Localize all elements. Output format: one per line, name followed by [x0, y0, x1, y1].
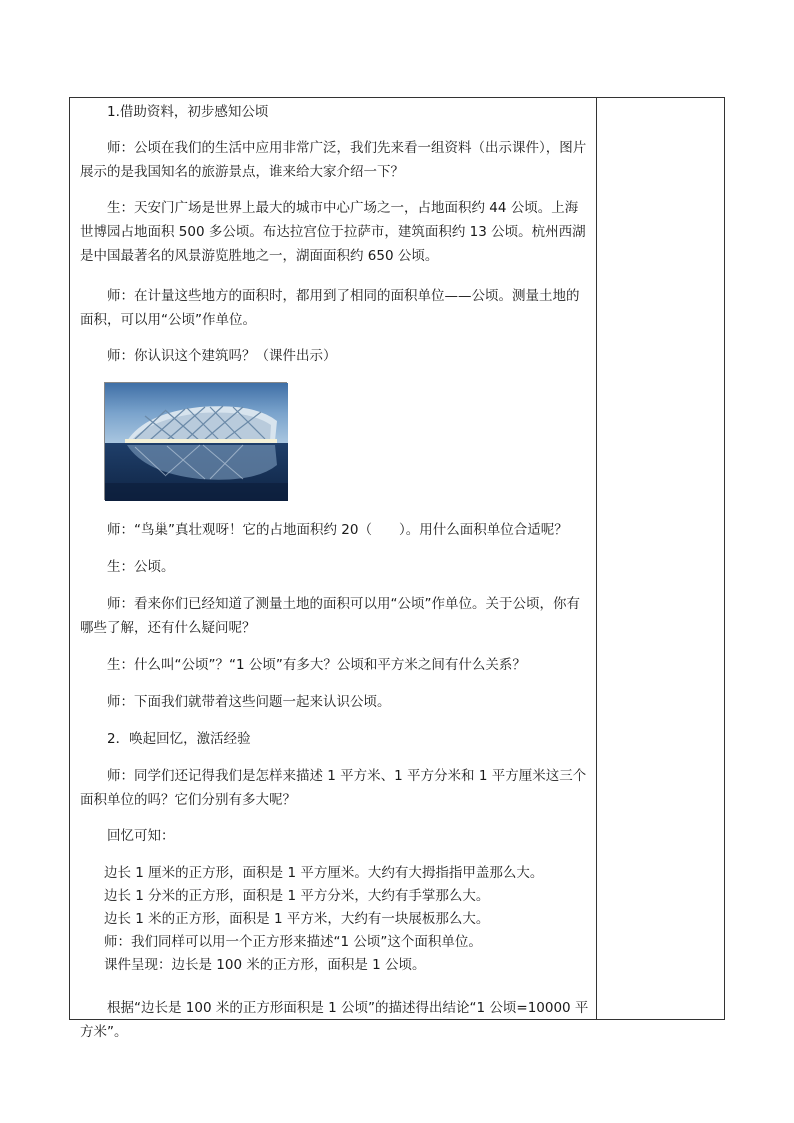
- paragraph: 生：什么叫“公顷”？“1 公顷”有多大？公顷和平方米之间有什么关系？: [107, 657, 526, 673]
- paragraph: 生：公顷。: [107, 559, 175, 575]
- bird-nest-stadium-photo: [104, 382, 287, 500]
- text-line: 课件呈现：边长是 100 米的正方形，面积是 1 公顷。: [104, 957, 426, 973]
- paragraph: 根据“边长是 100 米的正方形面积是 1 公顷”的描述得出结论“1 公顷=10000 平方米”。: [80, 1000, 589, 1040]
- text-line: 师：我们同样可以用一个正方形来描述“1 公顷”这个面积单位。: [104, 934, 482, 950]
- column-divider: [596, 97, 597, 1020]
- paragraph: 师：“鸟巢”真壮观呀！它的占地面积约 20（ ）。用什么面积单位合适呢？: [107, 522, 568, 538]
- lesson-content-cell: [70, 98, 597, 1040]
- paragraph: 回忆可知：: [107, 828, 175, 844]
- paragraph: 生：天安门广场是世界上最大的城市中心广场之一，占地面积约 44 公顷。上海世博园占地面积 500 多公顷。布达拉宫位于拉萨市，建筑面积约 13 公顷。杭州西湖是中国最著名的风景游览胜地之一，湖面面积约 650 公顷。: [80, 200, 586, 264]
- paragraph: 师：你认识这个建筑吗？（课件出示）: [107, 348, 337, 364]
- text-line: 边长 1 米的正方形，面积是 1 平方米，大约有一块展板那么大。: [104, 911, 490, 927]
- paragraph: 师：公顷在我们的生活中应用非常广泛，我们先来看一组资料（出示课件），图片展示的是我国知名的旅游景点，谁来给大家介绍一下？: [80, 140, 587, 180]
- paragraph: 师：看来你们已经知道了测量土地的面积可以用“公顷”作单位。关于公顷，你有哪些了解，还有什么疑问呢？: [80, 596, 580, 636]
- section2-title: 2．唤起回忆，激活经验: [107, 731, 251, 747]
- paragraph: 师：同学们还记得我们是怎样来描述 1 平方米、1 平方分米和 1 平方厘米这三个面积单位的吗？它们分别有多大呢？: [80, 768, 587, 808]
- notes-cell: [598, 98, 724, 1019]
- section1-title: 1.借助资料，初步感知公顷: [107, 104, 269, 120]
- text-line: 边长 1 分米的正方形，面积是 1 平方分米，大约有手掌那么大。: [104, 888, 490, 904]
- text-line: 边长 1 厘米的正方形，面积是 1 平方厘米。大约有大拇指指甲盖那么大。: [104, 865, 544, 881]
- lesson-table: [69, 97, 725, 1040]
- paragraph: 师：下面我们就带着这些问题一起来认识公顷。: [107, 694, 391, 710]
- paragraph: 师：在计量这些地方的面积时，都用到了相同的面积单位——公顷。测量土地的面积，可以用“公顷”作单位。: [80, 288, 580, 328]
